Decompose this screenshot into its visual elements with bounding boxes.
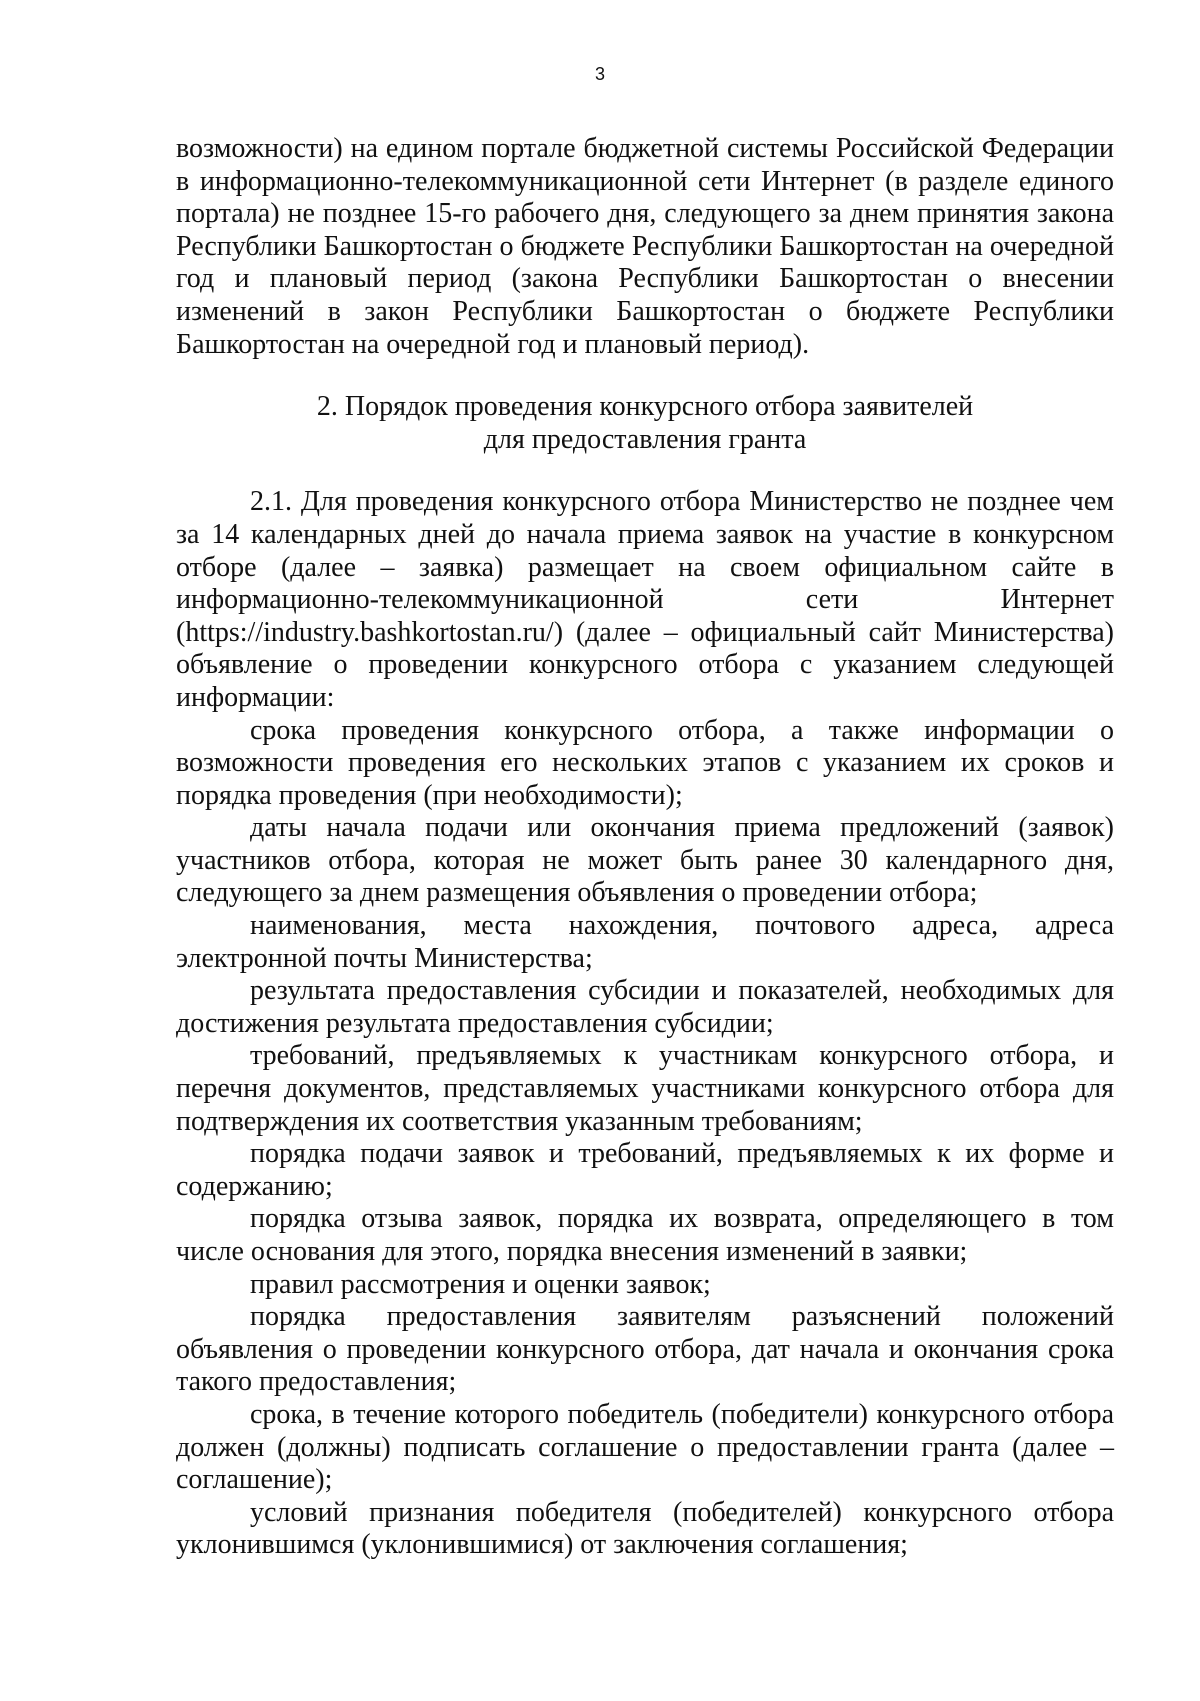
list-item: наименования, места нахождения, почтового адреса, адреса электронной почты Министерства; [176, 910, 1114, 974]
list-item: даты начала подачи или окончания приема предложений (заявок) участников отбора, которая не может быть ранее 30 календарного дня, следующего за днем размещения объявления о проведении отбора; [176, 812, 1114, 909]
list-item: порядка предоставления заявителям разъяснений положений объявления о проведении конкурсного отбора, дат начала и окончания срока такого предоставления; [176, 1301, 1114, 1398]
page-number: 3 [594, 64, 605, 84]
section-heading [176, 391, 1114, 456]
list-item: срока, в течение которого победитель (победители) конкурсного отбора должен (должны) подписать соглашение о предоставлении гранта (далее – соглашение); [176, 1398, 1114, 1496]
list-item: порядка подачи заявок и требований, предъявляемых к их форме и содержанию; [176, 1138, 1114, 1202]
document-body [176, 133, 1114, 1562]
list-item: результата предоставления субсидии и показателей, необходимых для достижения результата предоставления субсидии; [176, 975, 1114, 1039]
list-item: условий признания победителя (победителей) конкурсного отбора уклонившимся (уклонившимися) от заключения соглашения; [176, 1496, 1114, 1561]
list-item: требований, предъявляемых к участникам конкурсного отбора, и перечня документов, представляемых участниками конкурсного отбора для подтверждения их соответствия указанным требованиям; [176, 1040, 1114, 1137]
intro-paragraph: возможности) на едином портале бюджетной системы Российской Федерации в информационно-телекоммуникационной сети Интернет (в разделе единого портала) не позднее 15-го рабочего дня, следующего за днем принятия закона Республики Башкортостан о бюджете Республики Башкортостан на очередной год и плановый период (закона Республики Башкортостан о внесении изменений в закон Республики Башкортостан о бюджете Республики Башкортостан на очередной год и плановый период). [176, 133, 1114, 360]
list-item: правил рассмотрения и оценки заявок; [250, 1268, 711, 1300]
list-item: порядка отзыва заявок, порядка их возврата, определяющего в том числе основания для этого, порядка внесения изменений в заявки; [176, 1203, 1114, 1267]
list-item: срока проведения конкурсного отбора, а также информации о возможности проведения его нескольких этапов с указанием их сроков и порядка проведения (при необходимости); [176, 714, 1114, 811]
section-heading-line-2: для предоставления гранта [483, 423, 807, 455]
section-heading-line-1: 2. Порядок проведения конкурсного отбора заявителей [316, 391, 974, 423]
paragraph-2-1: 2.1. Для проведения конкурсного отбора Министерство не позднее чем за 14 календарных дней до начала приема заявок на участие в конкурсном отборе (далее – заявка) размещает на своем официальном сайте в информационно-телекоммуникационной сети Интернет (https://industry.bashkortostan.ru/) (далее – официальный сайт Министерства) объявление о проведении конкурсного отбора с указанием следующей информации: [176, 486, 1114, 713]
